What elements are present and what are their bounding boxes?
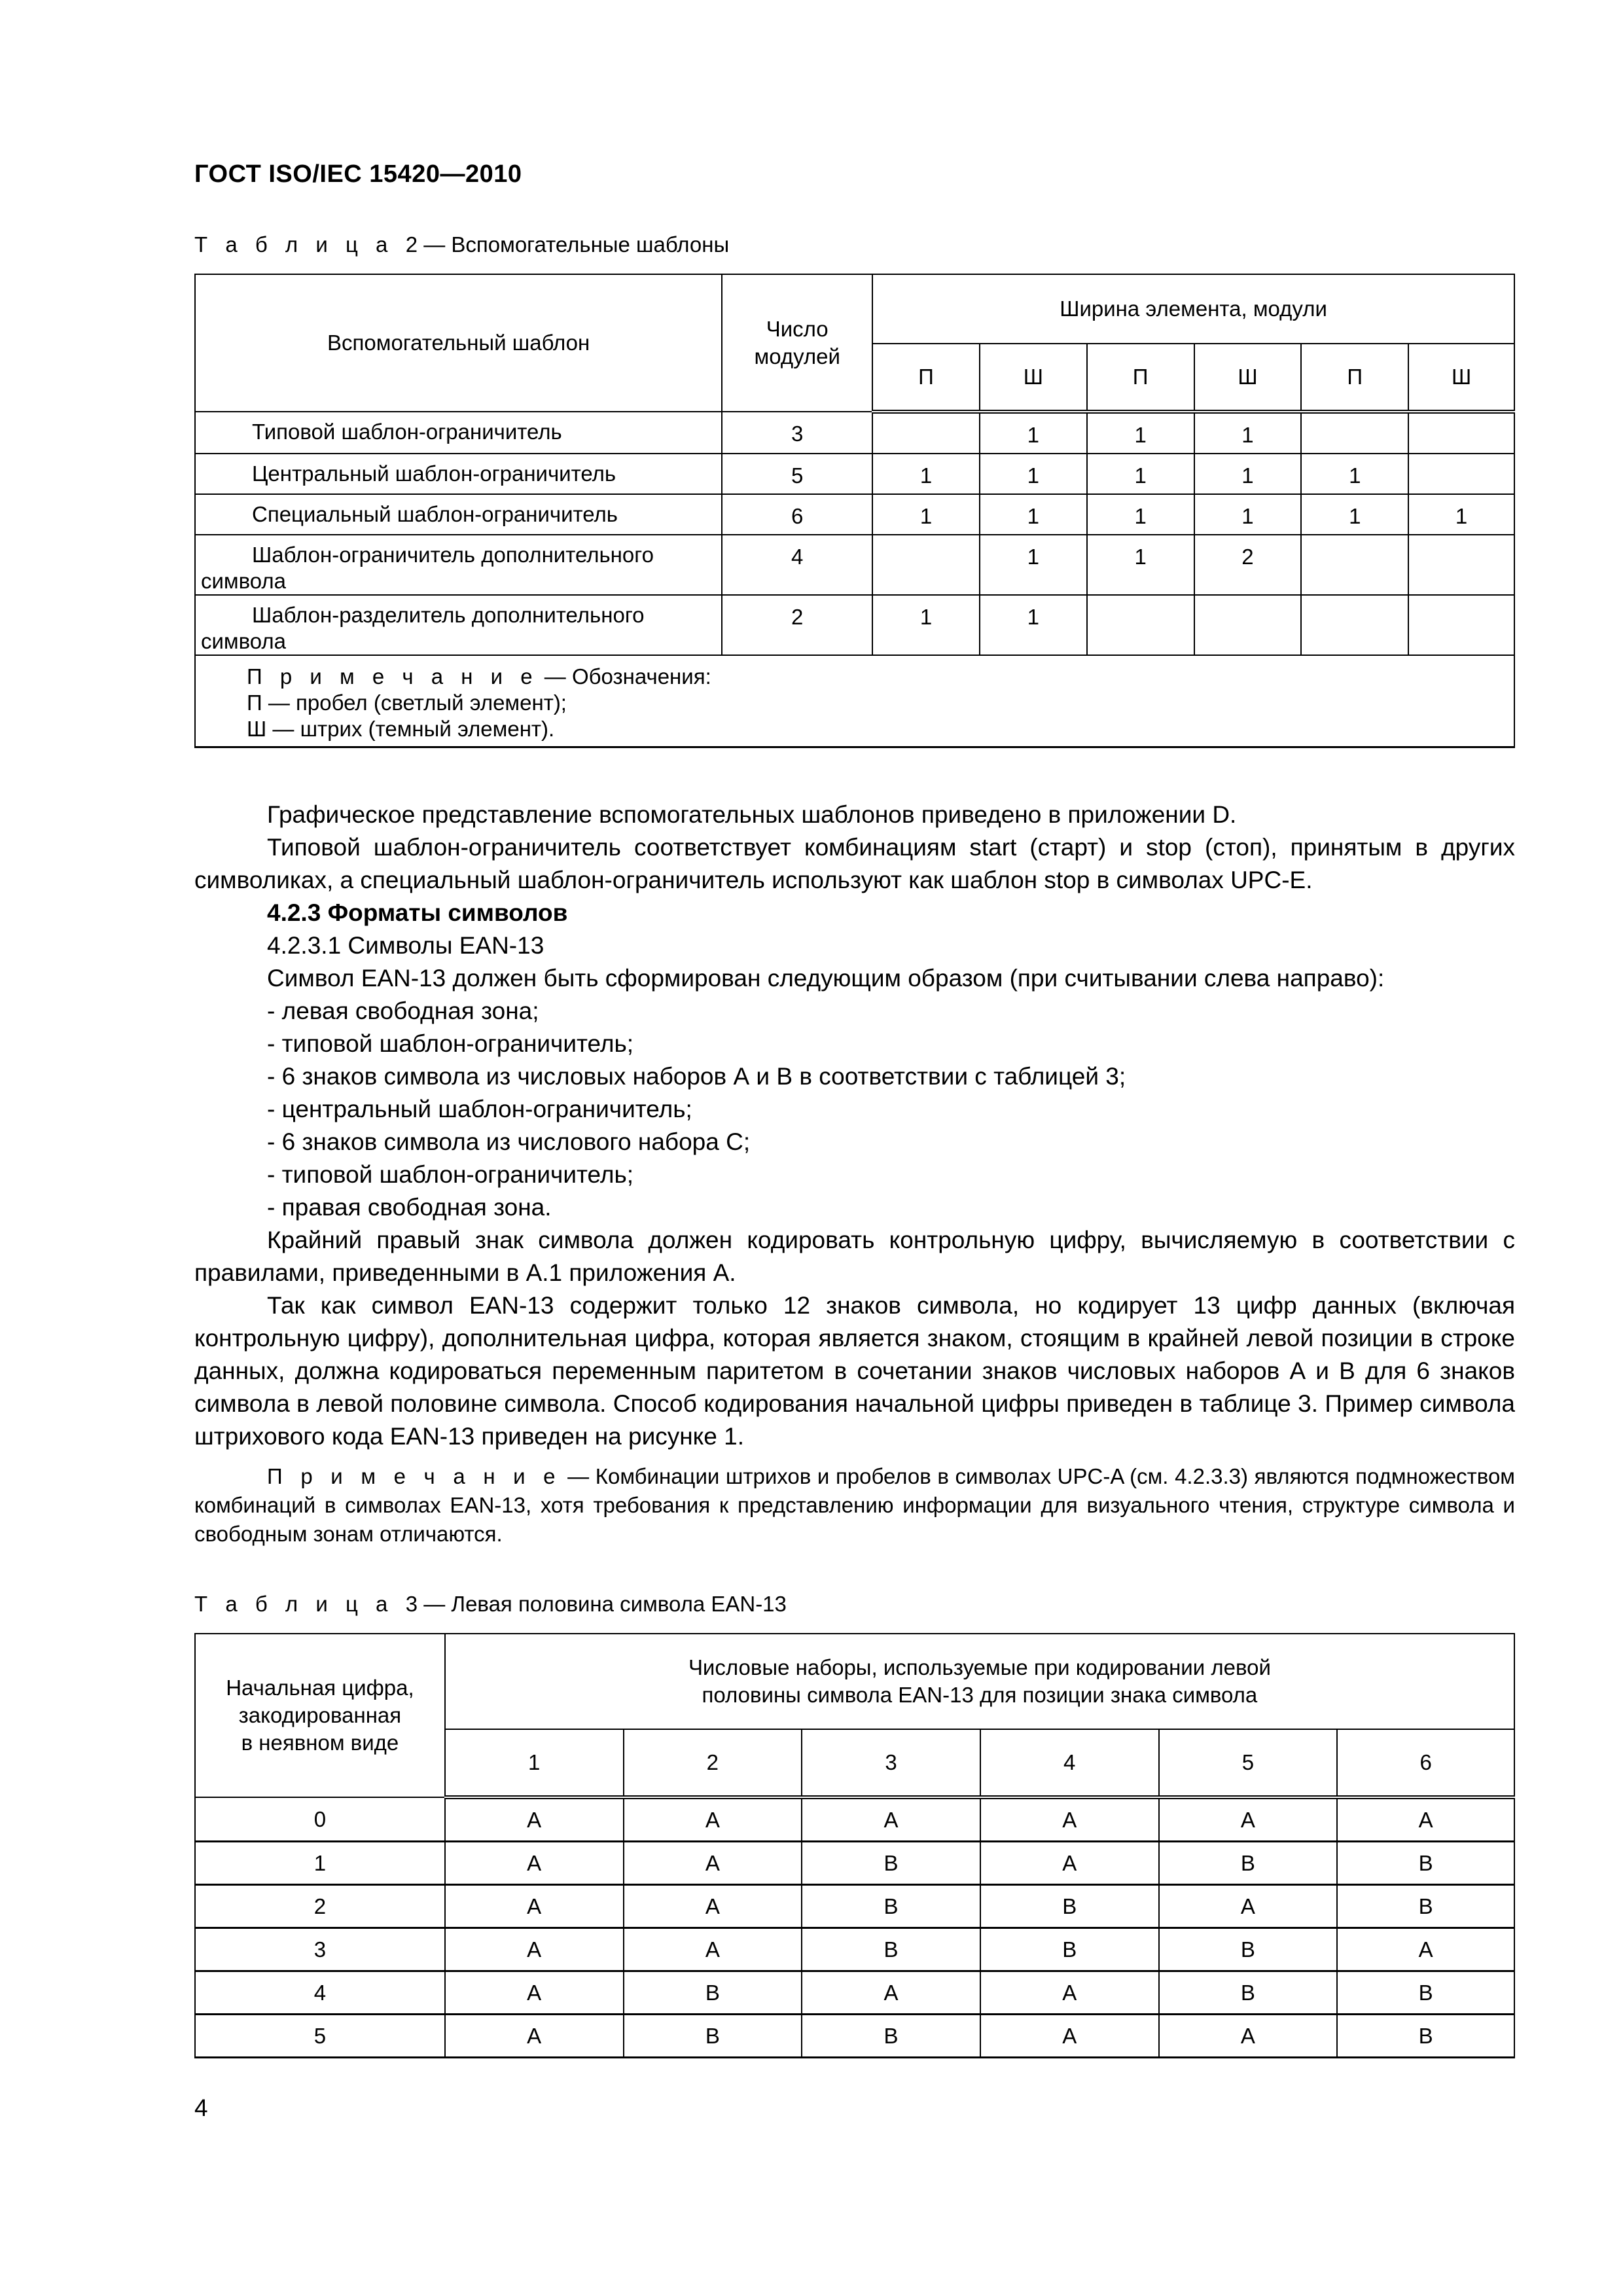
number-set-cell: A [1337,1797,1514,1842]
initial-digit: 4 [195,1971,445,2015]
element-width-cell: 1 [872,494,980,535]
list-item: - левая свободная зона; [267,997,539,1024]
header-position: 3 [802,1729,980,1797]
table2-caption-text: 2 — Вспомогательные шаблоны [405,232,730,257]
subheader-bar: Ш [980,344,1087,412]
number-set-cell: A [1337,1928,1514,1971]
header-pattern: Вспомогательный шаблон [195,274,722,412]
pattern-name [195,412,722,454]
element-width-cell: 1 [1194,412,1302,454]
element-width-cell [872,535,980,595]
paragraph: Так как символ EAN-13 содержит только 12 знаков символа, но кодирует 13 цифр данных (включая контрольную цифру), дополнительная цифра, которая является знаком, стоящим в крайней левой позиции в строке данных, должна кодироваться переменным паритетом в сочетании знаков числовых наборов А и В для 6 знаков символа в левой половине символа. Способ кодирования начальной цифры приведен в таблице 3. Пример символа штрихового кода EAN-13 приведен на рисунке 1. [194,1292,1515,1450]
header-position: 4 [980,1729,1159,1797]
element-width-cell: 1 [1301,454,1408,494]
table-row [195,454,1514,494]
element-width-cell: 1 [1408,494,1514,535]
number-set-cell: B [980,1885,1159,1928]
table3-ean13-left-half [194,1633,1515,2058]
header-number-sets [445,1634,1514,1729]
document-title: ГОСТ ISO/IEC 15420—2010 [194,160,522,188]
number-set-cell: B [802,1842,980,1885]
number-set-cell: A [1159,1797,1338,1842]
table-row [195,2015,1514,2058]
number-set-cell: A [980,1971,1159,2015]
paragraph: Графическое представление вспомогательных шаблонов приведено в приложении D. [267,801,1237,828]
number-set-cell: A [624,1928,802,1971]
number-set-cell: A [980,2015,1159,2058]
element-width-cell [1301,535,1408,595]
header-initial-digit [195,1634,445,1797]
number-set-cell: B [802,1928,980,1971]
subheader-space: П [1301,344,1408,412]
header-digit-line2: закодированная [238,1703,402,1727]
element-width-cell [1408,535,1514,595]
page-number: 4 [194,2094,208,2121]
element-width-cell: 1 [1087,412,1194,454]
element-width-cell [1301,412,1408,454]
paragraph: Типовой шаблон-ограничитель соответствует комбинациям start (старт) и stop (стоп), принятым в других символиках, а специальный шаблон-ограничитель используют как шаблон stop в символах UPC-E. [194,834,1515,893]
table-row [195,535,1514,595]
number-set-cell: A [445,1797,624,1842]
number-set-cell: A [445,1842,624,1885]
number-set-cell: A [1159,1885,1338,1928]
body-note [194,1462,1515,1549]
element-width-cell: 1 [1087,535,1194,595]
pattern-name-line2: символа [201,569,287,593]
table-row [195,1928,1514,1971]
module-count: 5 [722,454,872,494]
element-width-cell: 1 [1087,494,1194,535]
module-count: 2 [722,595,872,655]
element-width-cell: 1 [1194,494,1302,535]
section-heading: 4.2.3 Форматы символов [267,899,568,926]
note-text: — Обозначения: [538,664,711,689]
note-label: П р и м е ч а н и е [247,664,539,689]
pattern-name-line1: Шаблон-ограничитель дополнительного [252,543,654,567]
number-set-cell: A [802,1971,980,2015]
element-width-cell: 1 [980,595,1087,655]
element-width-cell: 1 [872,595,980,655]
number-set-cell: A [445,1885,624,1928]
table2-note [195,655,1514,747]
element-width-cell: 1 [980,535,1087,595]
body-note-label: П р и м е ч а н и е [267,1464,562,1488]
table2-caption-label: Т а б л и ц а [194,232,394,257]
header-digit-line3: в неявном виде [241,1731,399,1755]
element-width-cell [1408,454,1514,494]
element-width-cell: 1 [1194,454,1302,494]
note-line-space: П — пробел (светлый элемент); [247,691,567,715]
number-set-cell: A [445,2015,624,2058]
table-row [195,1971,1514,2015]
element-width-cell [872,412,980,454]
subheader-space: П [1087,344,1194,412]
number-set-cell: A [445,1971,624,2015]
element-width-cell [1301,595,1408,655]
pattern-name [195,595,722,655]
header-position: 5 [1159,1729,1338,1797]
number-set-cell: B [624,2015,802,2058]
element-width-cell: 1 [1087,454,1194,494]
initial-digit: 3 [195,1928,445,1971]
header-position: 2 [624,1729,802,1797]
number-set-cell: B [1337,2015,1514,2058]
header-sets-line1: Числовые наборы, используемые при кодировании левой [688,1655,1271,1679]
element-width-cell: 2 [1194,535,1302,595]
number-set-cell: A [624,1885,802,1928]
number-set-cell: B [802,2015,980,2058]
table-row [195,1797,1514,1842]
subheader-bar: Ш [1194,344,1302,412]
number-set-cell: B [624,1971,802,2015]
number-set-cell: A [624,1797,802,1842]
paragraph: Крайний правый знак символа должен кодировать контрольную цифру, вычисляемую в соответствии с правилами, приведенными в А.1 приложения А. [194,1227,1515,1286]
list-item: - 6 знаков символа из числовых наборов А и В в соответствии с таблицей 3; [267,1063,1126,1090]
table3-caption [194,1592,787,1617]
number-set-cell: B [1337,1885,1514,1928]
body-note-text: — Комбинации штрихов и пробелов в символах UPC-A (см. 4.2.3.3) являются подмножеством комбинаций в символах EAN-13, хотя требования к представлению информации для визуального чтения, структуре символа и свободным зонам отличаются. [194,1464,1515,1546]
pattern-name-line1: Специальный шаблон-ограничитель [252,502,618,526]
table-row [195,412,1514,454]
list-item: - центральный шаблон-ограничитель; [267,1096,692,1122]
list-item: - типовой шаблон-ограничитель; [267,1030,634,1057]
number-set-cell: B [802,1885,980,1928]
table-row [195,1885,1514,1928]
initial-digit: 1 [195,1842,445,1885]
module-count: 6 [722,494,872,535]
element-width-cell [1194,595,1302,655]
list-item: - типовой шаблон-ограничитель; [267,1161,634,1188]
number-set-cell: B [1159,1928,1338,1971]
number-set-cell: B [980,1928,1159,1971]
note-line-bar: Ш — штрих (темный элемент). [247,717,555,741]
paragraph: Символ EAN-13 должен быть сформирован следующим образом (при считывании слева направо): [267,965,1385,992]
element-width-cell: 1 [872,454,980,494]
number-set-cell: A [1159,2015,1338,2058]
module-count: 3 [722,412,872,454]
header-modules-line1: Число [766,317,829,341]
header-modules [722,274,872,412]
subsection-heading: 4.2.3.1 Символы EAN-13 [267,932,544,959]
table3-caption-label: Т а б л и ц а [194,1592,394,1616]
subheader-space: П [872,344,980,412]
subheader-bar: Ш [1408,344,1514,412]
initial-digit: 0 [195,1797,445,1842]
number-set-cell: B [1159,1842,1338,1885]
table-row [195,595,1514,655]
header-digit-line1: Начальная цифра, [226,1676,414,1700]
number-set-cell: B [1337,1842,1514,1885]
number-set-cell: A [980,1842,1159,1885]
header-position: 6 [1337,1729,1514,1797]
list-item: - правая свободная зона. [267,1194,552,1221]
table2-auxiliary-patterns [194,274,1515,748]
module-count: 4 [722,535,872,595]
pattern-name-line2: символа [201,629,287,653]
number-set-cell: B [1337,1971,1514,2015]
initial-digit: 2 [195,1885,445,1928]
element-width-cell [1087,595,1194,655]
table3-caption-text: 3 — Левая половина символа EAN-13 [405,1592,787,1616]
pattern-name-line1: Шаблон-разделитель дополнительного [252,603,645,627]
number-set-cell: A [624,1842,802,1885]
header-element-width: Ширина элемента, модули [872,274,1514,344]
table2-caption [194,232,729,257]
initial-digit: 5 [195,2015,445,2058]
pattern-name-line1: Типовой шаблон-ограничитель [252,420,562,444]
element-width-cell: 1 [980,412,1087,454]
element-width-cell: 1 [980,494,1087,535]
element-width-cell: 1 [1301,494,1408,535]
header-modules-line2: модулей [754,344,840,368]
element-width-cell: 1 [980,454,1087,494]
number-set-cell: A [445,1928,624,1971]
table-row [195,1842,1514,1885]
element-width-cell [1408,595,1514,655]
pattern-name-line1: Центральный шаблон-ограничитель [252,461,616,486]
number-set-cell: A [802,1797,980,1842]
table-row [195,494,1514,535]
pattern-name [195,494,722,535]
list-item: - 6 знаков символа из числового набора С; [267,1128,751,1155]
number-set-cell: A [980,1797,1159,1842]
pattern-name [195,454,722,494]
number-set-cell: B [1159,1971,1338,2015]
element-width-cell [1408,412,1514,454]
body-text [194,798,1515,1549]
header-sets-line2: половины символа EAN-13 для позиции знака символа [702,1683,1258,1707]
header-position: 1 [445,1729,624,1797]
pattern-name [195,535,722,595]
structure-list [194,995,1515,1224]
